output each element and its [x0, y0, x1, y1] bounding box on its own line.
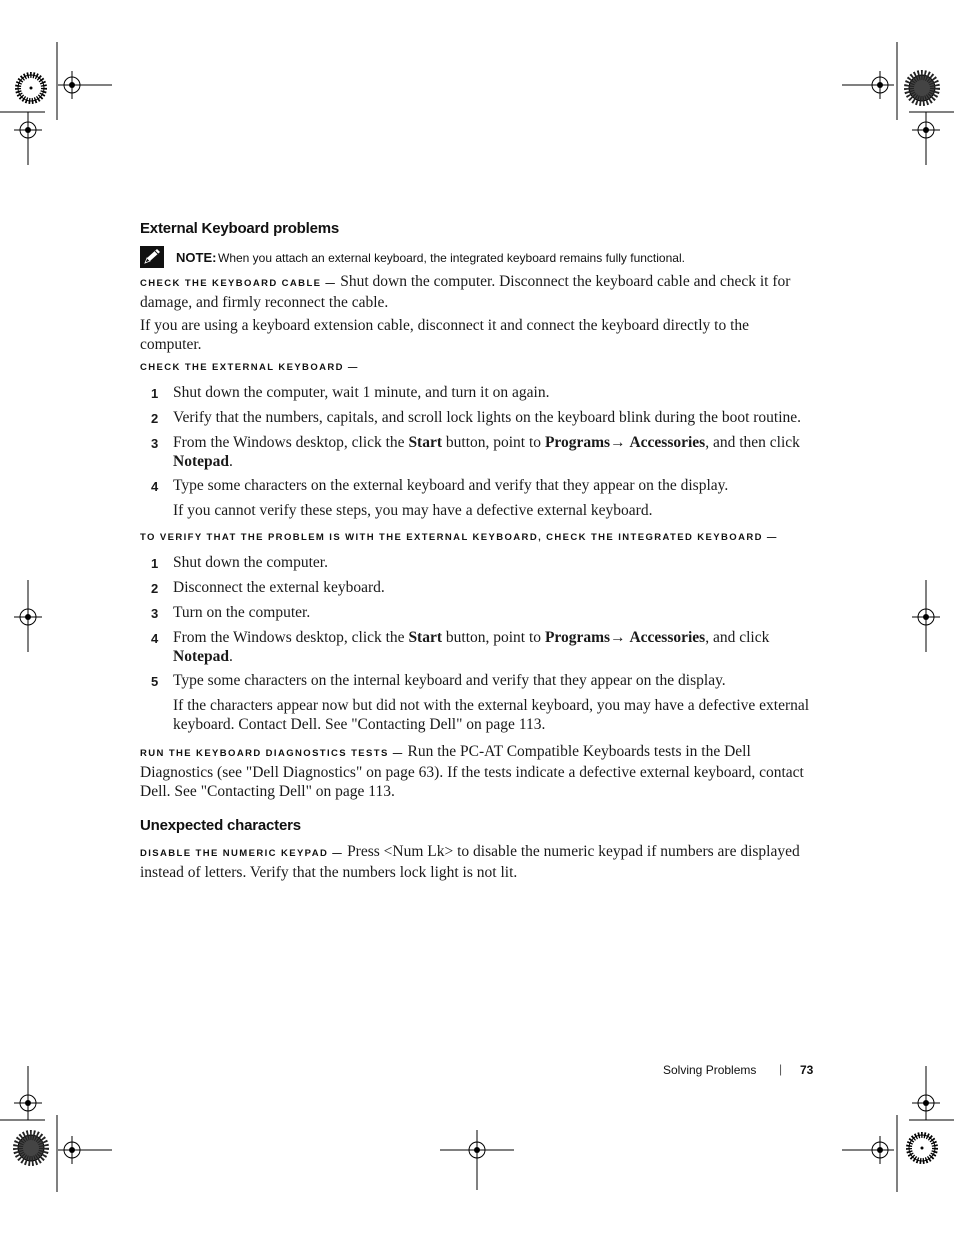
start-button-label: Start: [408, 629, 443, 646]
extension-text-2: computer.: [140, 336, 202, 353]
step-text: Verify that the numbers, capitals, and scroll lock lights on the keyboard blink during the boot routine.: [173, 409, 802, 426]
step-text: Shut down the computer.: [173, 554, 328, 571]
check-cable-text-2: damage, and firmly reconnect the cable.: [140, 294, 389, 311]
extension-text-1: If you are using a keyboard extension cable, disconnect it and connect the keyboard directly to the: [140, 317, 750, 334]
step-number: 3: [151, 436, 159, 451]
diagnostics-paragraph: RUN THE KEYBOARD DIAGNOSTICS TESTS — Run the PC-AT Compatible Keyboards tests in the Dell Diagnostics (see "Dell Diagnostics" on page 63). If the tests indicate a defective external keyboard, contact Dell. See "Contacting Dell" on page 113.: [140, 743, 804, 800]
step-number: 4: [151, 631, 159, 646]
notepad-label: Notepad: [173, 648, 229, 665]
check-external-lead: CHECK THE EXTERNAL KEYBOARD —: [140, 362, 359, 373]
programs-menu-label: Programs: [544, 629, 611, 646]
note-label: NOTE:: [176, 250, 217, 265]
step-text: Shut down the computer, wait 1 minute, and turn it on again.: [173, 384, 550, 401]
step-text: Type some characters on the internal keyboard and verify that they appear on the display.: [173, 672, 726, 689]
step-number: 2: [151, 411, 159, 426]
check-cable-paragraph: [140, 272, 815, 312]
notepad-label: Notepad: [173, 453, 229, 470]
step-text: From the Windows desktop, click the Start button, point to Programs→ Accessories, and click Notepad.: [173, 629, 770, 665]
numeric-keypad-lead: DISABLE THE NUMERIC KEYPAD —: [140, 848, 344, 859]
accessories-menu-label: Accessories: [629, 434, 706, 451]
numeric-keypad-paragraph: DISABLE THE NUMERIC KEYPAD — Press <Num Lk> to disable the numeric keypad if numbers are displayed instead of letters. Verify that the numbers lock light is not lit.: [140, 843, 800, 881]
note-text: When you attach an external keyboard, the integrated keyboard remains fully functional.: [218, 251, 685, 265]
extension-cable-paragraph: [140, 316, 815, 354]
step-text: Turn on the computer.: [173, 604, 311, 621]
section-heading-external-keyboard: External Keyboard problems: [140, 220, 340, 237]
registration-star-bottom-left: [18, 1135, 44, 1161]
registration-cross-bottom-left: [14, 1089, 42, 1117]
step-text: Disconnect the external keyboard.: [173, 579, 385, 596]
page-number: 73: [800, 1063, 814, 1077]
step-number: 3: [151, 606, 159, 621]
section-heading-unexpected-characters: Unexpected characters: [140, 817, 301, 834]
registration-cross-bottom-right: [912, 1089, 940, 1117]
step-number: 2: [151, 581, 159, 596]
diagnostics-lead: RUN THE KEYBOARD DIAGNOSTICS TESTS —: [140, 748, 404, 759]
registration-cross-mid-right: [912, 603, 940, 631]
step-number: 4: [151, 479, 159, 494]
step-text: Type some characters on the external keyboard and verify that they appear on the display.: [173, 477, 729, 494]
pencil-note-icon: [140, 246, 164, 268]
step-number: 1: [151, 556, 159, 571]
programs-menu-label: Programs: [544, 434, 611, 451]
verify-integrated-lead: TO VERIFY THAT THE PROBLEM IS WITH THE EXTERNAL KEYBOARD, CHECK THE INTEGRATED KEYBOARD —: [140, 532, 778, 543]
step-text: From the Windows desktop, click the Start button, point to Programs→ Accessories, and then click Notepad.: [173, 434, 800, 470]
footer-section-name: Solving Problems: [663, 1063, 757, 1077]
registration-cross-top-left-2: [14, 116, 42, 144]
registration-cross-top-right-2: [912, 116, 940, 144]
check-cable-text-1: Shut down the computer. Disconnect the keyboard cable and check it for: [340, 273, 791, 290]
step-number: 1: [151, 386, 159, 401]
registration-star-top-left: [18, 75, 44, 101]
registration-cross-mid-left: [14, 603, 42, 631]
start-button-label: Start: [408, 434, 443, 451]
step-number: 5: [151, 674, 159, 689]
registration-star-top-right: [909, 75, 935, 101]
check-cable-lead: CHECK THE KEYBOARD CABLE —: [140, 278, 337, 289]
accessories-menu-label: Accessories: [629, 629, 706, 646]
registration-star-bottom-right: [909, 1135, 935, 1161]
footer-separator: |: [779, 1062, 783, 1076]
